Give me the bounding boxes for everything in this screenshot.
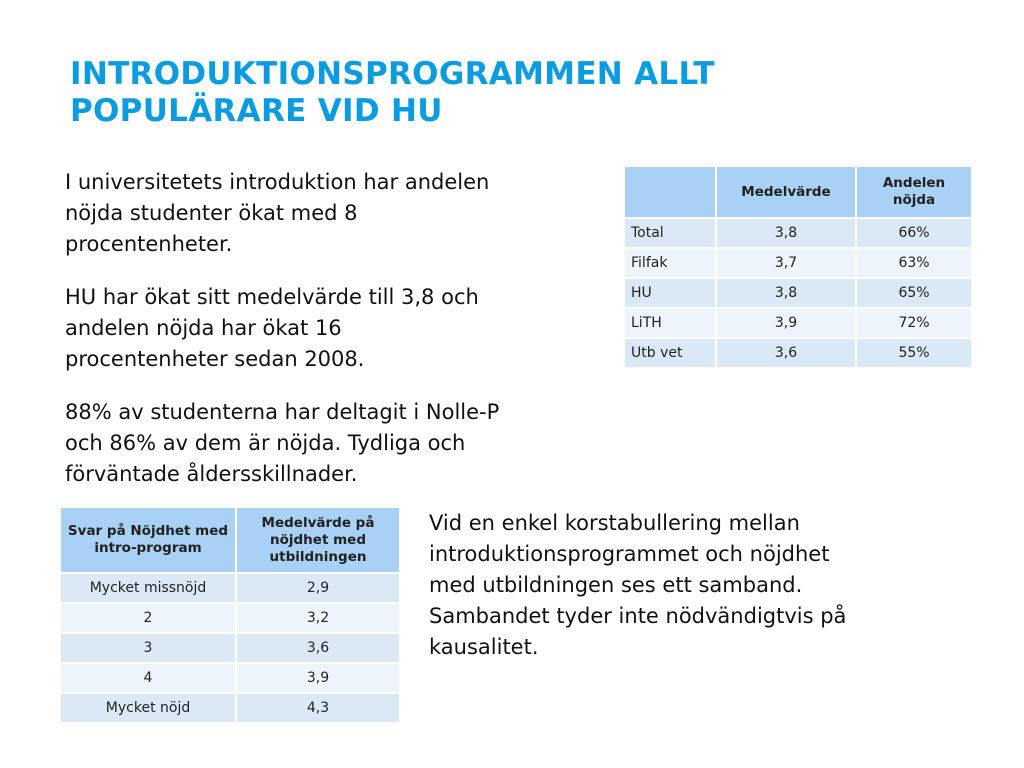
- table-cell: 66%: [856, 218, 972, 248]
- paragraph-line: I universitetets introduktion har andelen: [65, 170, 490, 194]
- table-cell: 3: [60, 633, 236, 663]
- paragraph-line: kausalitet.: [429, 635, 539, 659]
- table-header-cell: Medelvärde på nöjdhet med utbildningen: [236, 507, 400, 573]
- table-row: [624, 278, 972, 308]
- table-cell: 3,8: [716, 218, 856, 248]
- table-cell: 3,2: [236, 603, 400, 633]
- paragraph-hu-average: [65, 282, 479, 375]
- table-cell: 3,7: [716, 248, 856, 278]
- table-row: [624, 218, 972, 248]
- table-cell: 3,6: [716, 338, 856, 368]
- table-row: [624, 308, 972, 338]
- paragraph-line: procentenheter sedan 2008.: [65, 347, 365, 371]
- table-header-cell: Andelen nöjda: [856, 166, 972, 218]
- intro-vs-education-satisfaction-table: [59, 506, 401, 724]
- paragraph-line: Vid en enkel korstabullering mellan: [429, 511, 800, 535]
- table-cell: 2,9: [236, 573, 400, 603]
- table-cell: 63%: [856, 248, 972, 278]
- table-cell: Mycket nöjd: [60, 693, 236, 723]
- paragraph-cross-tabulation: [429, 508, 846, 663]
- paragraph-line: och 86% av dem är nöjda. Tydliga och: [65, 431, 466, 455]
- table-cell: 4,3: [236, 693, 400, 723]
- table-header-cell: [624, 166, 716, 218]
- table-cell: 55%: [856, 338, 972, 368]
- paragraph-line: med utbildningen ses ett samband.: [429, 573, 803, 597]
- paragraph-line: HU har ökat sitt medelvärde till 3,8 och: [65, 285, 479, 309]
- paragraph-line: procentenheter.: [65, 232, 233, 256]
- table-row: [60, 693, 400, 723]
- table-row: [60, 603, 400, 633]
- paragraph-line: Sambandet tyder inte nödvändigtvis på: [429, 604, 847, 628]
- table-cell: 3,9: [236, 663, 400, 693]
- table-cell: HU: [624, 278, 716, 308]
- paragraph-line: förväntade åldersskillnader.: [65, 462, 358, 486]
- table-header-cell: Medelvärde: [716, 166, 856, 218]
- table-header-row: [60, 507, 400, 573]
- paragraph-nolle-p: [65, 397, 499, 490]
- slide-title-line-2: POPULÄRARE VID HU: [70, 93, 443, 129]
- table-cell: 65%: [856, 278, 972, 308]
- table-row: [60, 573, 400, 603]
- paragraph-line: andelen nöjda har ökat 16: [65, 316, 342, 340]
- table-row: [60, 633, 400, 663]
- paragraph-line: 88% av studenterna har deltagit i Nolle-P: [65, 400, 500, 424]
- table-cell: 3,8: [716, 278, 856, 308]
- table-row: [624, 338, 972, 368]
- table-cell: 2: [60, 603, 236, 633]
- table-cell: LiTH: [624, 308, 716, 338]
- paragraph-line: introduktionsprogrammet och nöjdhet: [429, 542, 830, 566]
- table-header-row: [624, 166, 972, 218]
- table-cell: Total: [624, 218, 716, 248]
- table-header-cell: Svar på Nöjdhet med intro-program: [60, 507, 236, 573]
- slide-title-line-1: INTRODUKTIONSPROGRAMMEN ALLT: [70, 56, 715, 92]
- table-cell: Utb vet: [624, 338, 716, 368]
- table-row: [60, 663, 400, 693]
- table-row: [624, 248, 972, 278]
- table-cell: Mycket missnöjd: [60, 573, 236, 603]
- table-cell: 4: [60, 663, 236, 693]
- faculty-satisfaction-table: [623, 165, 973, 369]
- paragraph-line: nöjda studenter ökat med 8: [65, 201, 358, 225]
- slide-title: [70, 56, 970, 130]
- table-cell: Filfak: [624, 248, 716, 278]
- table-cell: 3,6: [236, 633, 400, 663]
- paragraph-intro-satisfaction: [65, 167, 489, 260]
- table-cell: 3,9: [716, 308, 856, 338]
- table-cell: 72%: [856, 308, 972, 338]
